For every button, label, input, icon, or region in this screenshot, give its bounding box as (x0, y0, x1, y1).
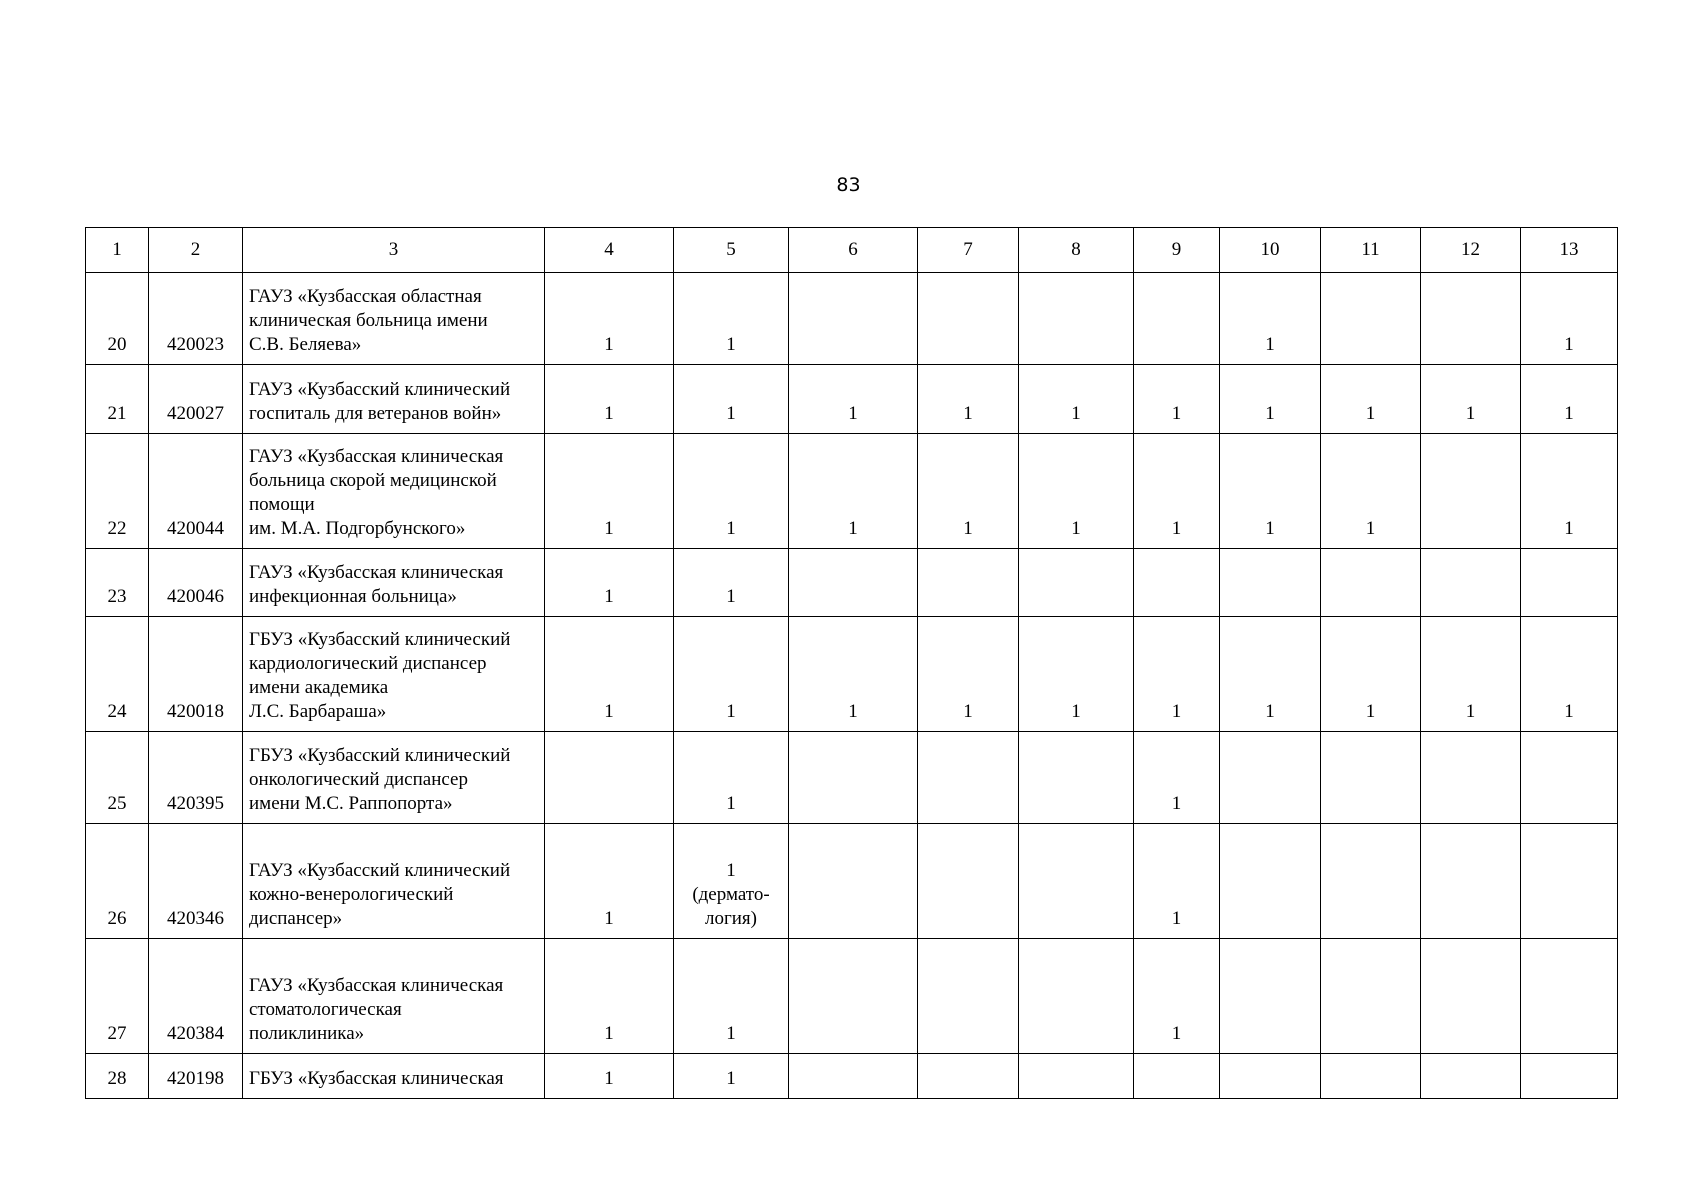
value-cell (789, 824, 918, 939)
value-cell (918, 273, 1019, 365)
value-cell (789, 732, 918, 824)
cell-value: 1 (604, 586, 614, 607)
table-row (86, 939, 1618, 1054)
row-number-cell (86, 1054, 149, 1099)
value-cell (1521, 365, 1618, 434)
cell-value: 1 (1171, 701, 1182, 722)
cell-value: 420346 (167, 908, 224, 929)
value-cell (1321, 434, 1421, 549)
value-cell (918, 824, 1019, 939)
cell-value: 1 (963, 403, 973, 424)
column-header: 6 (789, 228, 918, 273)
cell-value: 1 (1071, 701, 1081, 722)
table-row (86, 434, 1618, 549)
table-header-row (86, 228, 1618, 273)
column-header: 12 (1421, 228, 1521, 273)
cell-value: 420027 (167, 403, 224, 424)
org-name-text: ГАУЗ «Кузбасская клиническая стоматологическая поликлиника» (249, 975, 504, 1044)
org-name-text: ГАУЗ «Кузбасская клиническая больница скорой медицинской помощи им. М.А. Подгорбунского» (249, 446, 504, 539)
cell-value: 1 (848, 403, 858, 424)
column-header: 2 (149, 228, 243, 273)
cell-value: 420198 (167, 1068, 224, 1089)
value-cell (545, 1054, 674, 1099)
org-name-text: ГАУЗ «Кузбасская клиническая инфекционная больница» (249, 562, 504, 607)
value-cell (1521, 434, 1618, 549)
value-cell (918, 732, 1019, 824)
cell-value: 1 (1265, 334, 1275, 355)
table-row (86, 273, 1618, 365)
column-header: 1 (86, 228, 149, 273)
row-number-cell (86, 273, 149, 365)
column-header: 3 (243, 228, 545, 273)
org-code-cell (149, 434, 243, 549)
cell-value: 1 (726, 701, 736, 722)
value-cell (1019, 1054, 1134, 1099)
value-cell (1134, 617, 1220, 732)
table-row (86, 365, 1618, 434)
value-cell (1220, 549, 1321, 617)
cell-value: 1 (726, 403, 736, 424)
value-cell (1421, 732, 1521, 824)
org-name-cell (243, 1054, 545, 1099)
value-cell (918, 365, 1019, 434)
value-cell (1521, 549, 1618, 617)
cell-value: 1 (604, 518, 614, 539)
org-name-text: ГБУЗ «Кузбасский клинический онкологический диспансер имени М.С. Раппопорта» (249, 745, 511, 814)
column-header: 7 (918, 228, 1019, 273)
value-cell (674, 617, 789, 732)
row-number-cell (86, 365, 149, 434)
value-cell (918, 1054, 1019, 1099)
value-cell (1019, 434, 1134, 549)
value-cell (1321, 273, 1421, 365)
org-name-cell (243, 939, 545, 1054)
cell-value: 22 (107, 518, 127, 539)
org-name-text: ГАУЗ «Кузбасский клинический госпиталь для ветеранов войн» (249, 379, 511, 424)
cell-value: 1 (1171, 518, 1182, 539)
value-cell (674, 273, 789, 365)
value-cell (545, 617, 674, 732)
value-cell (1321, 939, 1421, 1054)
value-cell (545, 824, 674, 939)
org-name-cell (243, 434, 545, 549)
table-row (86, 732, 1618, 824)
cell-value: 21 (107, 403, 127, 424)
value-cell (789, 549, 918, 617)
value-cell (1220, 365, 1321, 434)
value-cell (789, 939, 918, 1054)
value-cell (918, 549, 1019, 617)
column-header: 5 (674, 228, 789, 273)
value-cell (1521, 617, 1618, 732)
value-cell (1220, 824, 1321, 939)
value-cell (1019, 365, 1134, 434)
cell-value: 420384 (167, 1023, 224, 1044)
cell-value: 1 (1365, 403, 1376, 424)
value-cell (1220, 939, 1321, 1054)
page-number: 83 (836, 174, 861, 196)
value-cell (674, 824, 789, 939)
cell-value: 20 (107, 334, 127, 355)
cell-value: 28 (107, 1068, 127, 1089)
org-name-cell (243, 617, 545, 732)
value-cell (1421, 434, 1521, 549)
value-cell (789, 617, 918, 732)
cell-value: 23 (107, 586, 127, 607)
cell-value: 25 (107, 793, 127, 814)
value-cell (1019, 617, 1134, 732)
value-cell (1521, 939, 1618, 1054)
value-cell (1019, 939, 1134, 1054)
value-cell (545, 273, 674, 365)
cell-value: 1 (1265, 701, 1275, 722)
cell-value: 420046 (167, 586, 224, 607)
row-number-cell (86, 434, 149, 549)
cell-value: 26 (107, 908, 127, 929)
org-name-text: ГАУЗ «Кузбасский клинический кожно-венерологический диспансер» (249, 860, 511, 929)
value-cell (1321, 549, 1421, 617)
value-cell (1321, 617, 1421, 732)
org-code-cell (149, 1054, 243, 1099)
value-cell (545, 732, 674, 824)
cell-value: 1 (604, 1068, 614, 1089)
value-cell (1134, 939, 1220, 1054)
cell-value: 1 (1564, 701, 1574, 722)
cell-value: 1 (848, 518, 858, 539)
cell-value: 1 (1071, 403, 1081, 424)
row-number-cell (86, 549, 149, 617)
value-cell (674, 939, 789, 1054)
org-code-cell (149, 365, 243, 434)
cell-value: 1 (604, 701, 614, 722)
cell-value: 1 (726, 1023, 736, 1044)
value-cell (1521, 273, 1618, 365)
cell-value: 1 (726, 334, 736, 355)
value-cell (789, 1054, 918, 1099)
column-header: 13 (1521, 228, 1618, 273)
org-code-cell (149, 617, 243, 732)
cell-value: 1 (1265, 403, 1275, 424)
cell-value: 1 (848, 701, 858, 722)
org-name-text: ГБУЗ «Кузбасский клинический кардиологический диспансер имени академика Л.С. Барбараша» (249, 629, 511, 722)
org-name-cell (243, 273, 545, 365)
value-cell (1134, 365, 1220, 434)
column-header: 4 (545, 228, 674, 273)
value-cell (1421, 273, 1521, 365)
cell-value: 1 (1265, 518, 1275, 539)
value-cell (1134, 1054, 1220, 1099)
value-cell (1019, 732, 1134, 824)
cell-value: 1 (604, 1023, 614, 1044)
value-cell (918, 617, 1019, 732)
cell-value: 1 (726, 793, 736, 814)
value-cell (1421, 824, 1521, 939)
value-cell (918, 939, 1019, 1054)
cell-value: 1 (1564, 334, 1574, 355)
cell-value: 1 (726, 518, 736, 539)
cell-value: 1 (726, 586, 736, 607)
value-cell (674, 549, 789, 617)
column-header: 8 (1019, 228, 1134, 273)
cell-value: 1 (дермато- логия) (692, 860, 770, 929)
org-name-text: ГАУЗ «Кузбасская областная клиническая больница имени С.В. Беляева» (249, 286, 488, 355)
org-code-cell (149, 273, 243, 365)
value-cell (674, 1054, 789, 1099)
value-cell (1521, 1054, 1618, 1099)
cell-value: 1 (726, 1068, 736, 1089)
cell-value: 420044 (167, 518, 224, 539)
value-cell (1019, 549, 1134, 617)
value-cell (1321, 824, 1421, 939)
cell-value: 1 (1365, 518, 1376, 539)
cell-value: 1 (1465, 701, 1476, 722)
value-cell (1421, 939, 1521, 1054)
cell-value: 1 (1071, 518, 1081, 539)
value-cell (1134, 273, 1220, 365)
value-cell (1421, 365, 1521, 434)
cell-value: 1 (1564, 518, 1574, 539)
row-number-cell (86, 732, 149, 824)
value-cell (789, 273, 918, 365)
column-header: 10 (1220, 228, 1321, 273)
data-table (85, 227, 1618, 1099)
value-cell (1220, 434, 1321, 549)
cell-value: 1 (1465, 403, 1476, 424)
value-cell (1421, 549, 1521, 617)
org-name-cell (243, 365, 545, 434)
value-cell (674, 365, 789, 434)
cell-value: 1 (1171, 908, 1182, 929)
value-cell (1134, 434, 1220, 549)
column-header: 9 (1134, 228, 1220, 273)
org-code-cell (149, 732, 243, 824)
org-name-cell (243, 824, 545, 939)
org-code-cell (149, 939, 243, 1054)
value-cell (1220, 1054, 1321, 1099)
value-cell (1220, 273, 1321, 365)
cell-value: 1 (1365, 701, 1376, 722)
value-cell (1321, 365, 1421, 434)
value-cell (1134, 732, 1220, 824)
value-cell (1019, 273, 1134, 365)
column-header: 11 (1321, 228, 1421, 273)
value-cell (1321, 732, 1421, 824)
table-row (86, 617, 1618, 732)
table-row (86, 549, 1618, 617)
value-cell (789, 434, 918, 549)
value-cell (1019, 824, 1134, 939)
cell-value: 1 (604, 334, 614, 355)
table-row (86, 824, 1618, 939)
value-cell (1521, 732, 1618, 824)
table-row (86, 1054, 1618, 1099)
cell-value: 420395 (167, 793, 224, 814)
value-cell (545, 434, 674, 549)
cell-value: 27 (107, 1023, 127, 1044)
value-cell (1220, 732, 1321, 824)
org-name-cell (243, 732, 545, 824)
cell-value: 1 (1171, 1023, 1182, 1044)
cell-value: 1 (604, 908, 614, 929)
cell-value: 1 (963, 518, 973, 539)
org-name-cell (243, 549, 545, 617)
value-cell (1321, 1054, 1421, 1099)
org-code-cell (149, 824, 243, 939)
value-cell (1421, 1054, 1521, 1099)
cell-value: 420023 (167, 334, 224, 355)
value-cell (1220, 617, 1321, 732)
value-cell (1421, 617, 1521, 732)
value-cell (545, 549, 674, 617)
row-number-cell (86, 824, 149, 939)
row-number-cell (86, 617, 149, 732)
cell-value: 1 (604, 403, 614, 424)
value-cell (674, 434, 789, 549)
cell-value: 24 (107, 701, 127, 722)
cell-value: 420018 (167, 701, 224, 722)
value-cell (1134, 824, 1220, 939)
value-cell (1134, 549, 1220, 617)
value-cell (674, 732, 789, 824)
cell-value: 1 (963, 701, 973, 722)
org-name-text: ГБУЗ «Кузбасская клиническая (249, 1068, 504, 1089)
org-code-cell (149, 549, 243, 617)
cell-value: 1 (1171, 793, 1182, 814)
value-cell (545, 939, 674, 1054)
value-cell (1521, 824, 1618, 939)
row-number-cell (86, 939, 149, 1054)
value-cell (545, 365, 674, 434)
cell-value: 1 (1564, 403, 1574, 424)
value-cell (789, 365, 918, 434)
value-cell (918, 434, 1019, 549)
cell-value: 1 (1171, 403, 1182, 424)
